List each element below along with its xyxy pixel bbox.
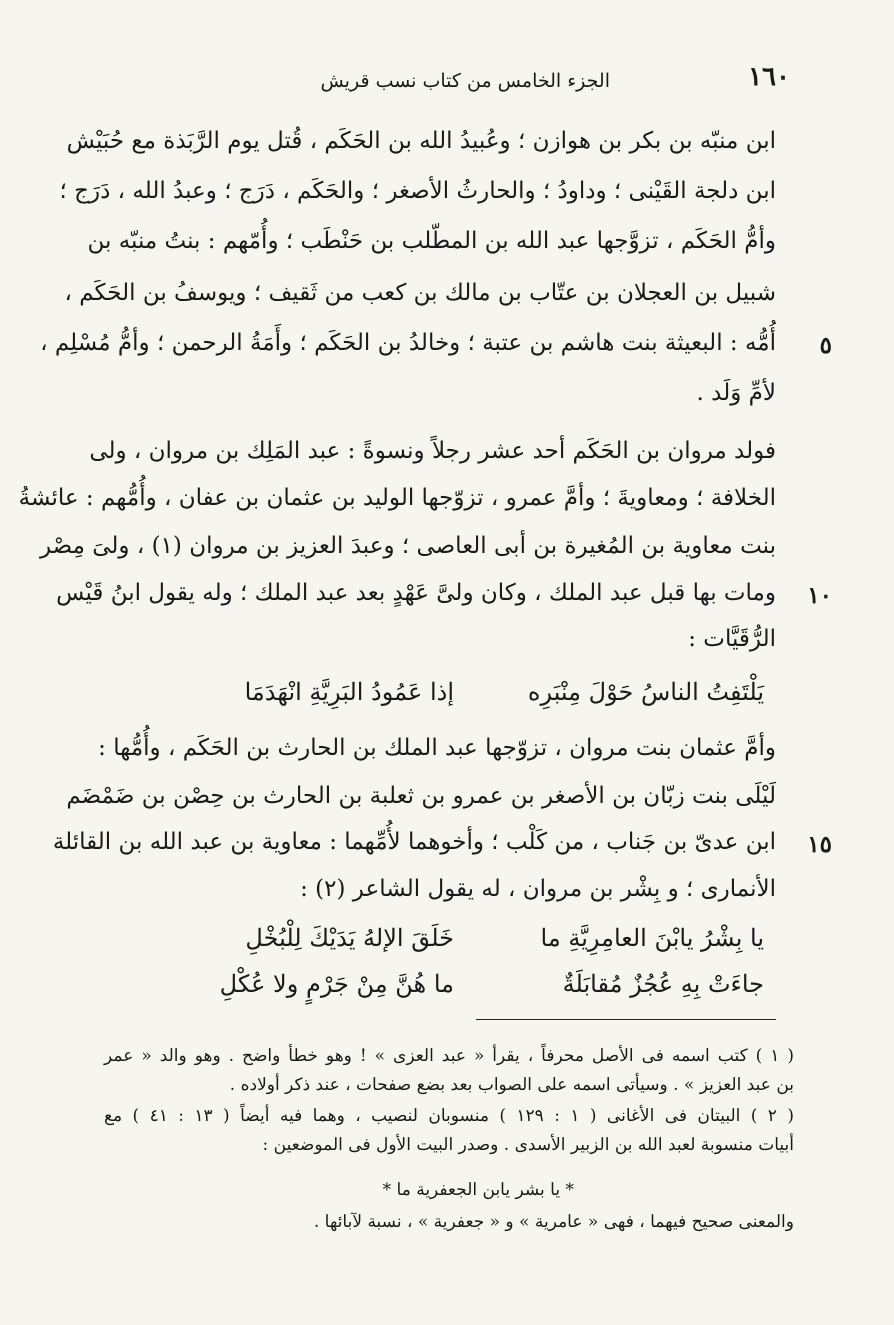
- body-line-7: فولد مروان بن الحَكَم أحد عشر رجلاً ونسوةً : عبد المَلِك بن مروان ، ولى: [89, 438, 776, 464]
- body-line-3: وأمُّ الحَكَم ، تزوَّجها عبد الله بن المطّلب بن حَنْطَب ؛ وأُمّهم : بنتُ منبّه بن: [87, 228, 776, 254]
- body-line-8: الخلافة ؛ ومعاويةَ ؛ وأمَّ عمرو ، تزوّجها الوليد بن عثمان بن عفان ، وأُمُّهم : عائشةُ: [18, 485, 776, 511]
- body-line-12: وأمَّ عثمان بنت مروان ، تزوّجها عبد الملك بن الحارث بن الحَكَم ، وأُمُّها :: [98, 735, 776, 761]
- verse-2-hemistich-b: خَلَقَ الإلهُ يَدَيْكَ لِلْبُخْلِ: [245, 924, 454, 952]
- page-header: [90, 62, 790, 102]
- body-line-9: بنت معاوية بن المُغيرة بن أبى العاصى ؛ وعبدَ العزيز بن مروان (١) ، ولىَ مِصْر: [39, 533, 776, 559]
- verse-1-hemistich-a: يَلْتَفِتُ الناسُ حَوْلَ مِنْبَرِه: [527, 678, 764, 706]
- margin-line-number-5: ٥: [819, 332, 832, 359]
- verse-2-hemistich-a: يا بِشْرُ يابْنَ العامِرِيَّةِ ما: [540, 924, 764, 952]
- running-head: الجزء الخامس من كتاب نسب قريش: [320, 70, 610, 92]
- body-line-15: الأنمارى ؛ و بِشْر بن مروان ، له يقول الشاعر (٢) :: [300, 876, 776, 902]
- footnote-2-line-1: ( ٢ ) البيتان فى الأغانى ( ١ : ١٢٩ ) منسوبان لنصيب ، وهما فيه أيضاً ( ١٣ : ٤١ ) مع: [104, 1106, 794, 1126]
- body-line-1: ابن منبّه بن بكر بن هوازن ؛ وعُبيدُ الله بن الحَكَم ، قُتل يوم الرَّبَذة مع حُبَيْش: [66, 128, 776, 154]
- footnote-1-line-2: بن عبد العزيز » . وسيأتى اسمه على الصواب بعد بضع صفحات ، عند ذكر أولاده .: [229, 1075, 794, 1095]
- verse-3-hemistich-b: ما هُنَّ مِنْ جَرْمٍ ولا عُكْلِ: [219, 970, 454, 998]
- body-line-6: لأمِّ وَلَد .: [696, 380, 776, 406]
- footnote-separator: [476, 1019, 776, 1020]
- body-line-10: ومات بها قبل عبد الملك ، وكان ولىَّ عَهْدٍ بعد عبد الملك ؛ وله يقول ابنُ قَيْس: [56, 580, 776, 606]
- footnote-2-line-3: والمعنى صحيح فيهما ، فهى « عامرية » و « جعفرية » ، نسبة لآبائها .: [313, 1212, 794, 1232]
- margin-line-number-10: ١٠: [807, 582, 832, 609]
- body-line-13: لَيْلَى بنت زبّان بن الأصغر بن عمرو بن ثعلبة بن الحارث بن حِصْن بن ضَمْضَم: [66, 783, 776, 809]
- verse-1-hemistich-b: إذا عَمُودُ البَرِيَّةِ انْهَدَمَا: [244, 678, 454, 706]
- footnote-2-line-2: أبيات منسوبة لعبد الله بن الزبير الأسدى . وصدر البيت الأول فى الموضعين :: [262, 1135, 794, 1155]
- body-line-14: ابن عدىّ بن جَناب ، من كَلْب ؛ وأخوهما لأُمِّهما : معاوية بن عبد الله بن القائلة: [52, 829, 776, 855]
- margin-line-number-15: ١٥: [807, 831, 832, 858]
- verse-3-hemistich-a: جاءَتْ بِهِ عُجُزٌ مُقابَلَةٌ: [562, 970, 764, 998]
- footnote-2-verse: * يا بشر يابن الجعفرية ما *: [382, 1180, 574, 1200]
- body-line-5: أُمُّه : البعيثة بنت هاشم بن عتبة ؛ وخالدُ بن الحَكَم ؛ وأَمَةُ الرحمن ؛ وأمُّ مُسْلِم ،: [40, 330, 776, 356]
- body-line-11: الرُّقَيَّات :: [688, 626, 776, 652]
- footnote-1-line-1: ( ١ ) كتب اسمه فى الأصل محرفاً ، يقرأ « عبد العزى » ! وهو خطأ واضح . وهو والد « عمر: [104, 1046, 794, 1066]
- page-number: ١٦٠: [748, 62, 790, 92]
- body-line-2: ابن دلجة القَيْنى ؛ وداودُ ؛ والحارثُ الأصغر ؛ والحَكَم ، دَرَج ؛ وعبدُ الله ، دَرَج ؛: [59, 178, 776, 204]
- body-line-4: شبيل بن العجلان بن عتّاب بن مالك بن كعب من ثَقيف ؛ ويوسفُ بن الحَكَم ،: [64, 280, 776, 306]
